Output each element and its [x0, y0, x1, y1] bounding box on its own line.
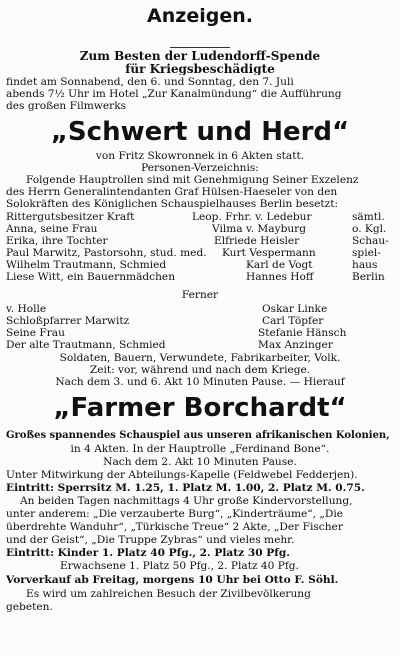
- cast-row: [6, 235, 394, 247]
- cast-role: Liese Witt, ein Bauernmädchen: [6, 271, 176, 283]
- play-line: Vorverkauf ab Freitag, morgens 10 Uhr bei Otto F. Söhl.: [6, 574, 339, 586]
- play-line: Eintritt: Kinder 1. Platz 40 Pfg., 2. Platz 30 Pfg.: [6, 547, 290, 559]
- cast-actor: Oskar Linke: [262, 303, 328, 315]
- extras: Soldaten, Bauern, Verwundete, Fabrikarbeiter, Volk.: [59, 352, 341, 364]
- cast-intro-2: des Herrn Generalintendanten Graf Hülsen-Haeseler von den: [6, 186, 338, 198]
- cast-role: Wilhelm Trautmann, Schmied: [6, 259, 167, 271]
- play-line: unter anderem: „Die verzauberte Burg“, „Kinderträume“, „Die: [6, 508, 344, 520]
- cast-row: [6, 303, 394, 315]
- cast-actor: Hannes Hoff: [246, 271, 314, 283]
- side-note: haus: [352, 259, 378, 271]
- play-line: überdrehte Wanduhr“, „Türkische Treue“ 2 Akte, „Der Fischer: [6, 521, 343, 533]
- cast-role: Der alte Trautmann, Schmied: [6, 339, 166, 351]
- film-author: von Fritz Skowronnek in 6 Akten statt.: [95, 150, 305, 162]
- cast-row: [6, 223, 394, 235]
- play-line: Nach dem 2. Akt 10 Minuten Pause.: [103, 456, 297, 468]
- side-note: Schau-: [352, 235, 389, 247]
- cast-row: [6, 259, 394, 271]
- cast-role: Erika, ihre Tochter: [6, 235, 108, 247]
- intro-line-5: des großen Filmwerks: [6, 100, 127, 112]
- intro-line-1: Zum Besten der Ludendorff-Spende: [79, 50, 321, 62]
- ferner-label: Ferner: [181, 289, 219, 301]
- cast-actor: Karl de Vogt: [246, 259, 313, 271]
- side-note: spiel-: [352, 247, 381, 259]
- cast-role: Rittergutsbesitzer Kraft: [6, 211, 135, 223]
- side-note: sämtl.: [352, 211, 385, 223]
- film-title: „Schwert und Herd“: [50, 117, 350, 147]
- cast-row: [6, 315, 394, 327]
- play-line: in 4 Akten. In der Hauptrolle „Ferdinand Bone“.: [70, 443, 330, 455]
- cast-heading: Personen-Verzeichnis:: [141, 162, 259, 174]
- play-line: Unter Mitwirkung der Abteilungs-Kapelle (Feldwebel Fedderjen).: [6, 469, 358, 481]
- cast-row: [6, 327, 394, 339]
- cast-row: [6, 271, 394, 283]
- cast-actor: Elfriede Heisler: [214, 235, 300, 247]
- cast-actor: Max Anzinger: [258, 339, 333, 351]
- heading-rule: [170, 47, 230, 48]
- cast-role: Seine Frau: [6, 327, 65, 339]
- time-note: Zeit: vor, während und nach dem Kriege.: [89, 364, 311, 376]
- cast-row: [6, 247, 394, 259]
- play-line: An beiden Tagen nachmittags 4 Uhr große Kindervorstellung,: [20, 495, 353, 507]
- play-line: und der Geist“, „Die Truppe Zybras“ und vieles mehr.: [6, 534, 295, 546]
- play-line: Es wird um zahlreichen Besuch der Zivilbevölkerung: [26, 588, 311, 600]
- cast-intro-3: Solokräften des Königlichen Schauspielhauses Berlin besetzt:: [6, 198, 339, 210]
- cast-actor: Carl Töpfer: [262, 315, 324, 327]
- side-note: Berlin: [352, 271, 385, 283]
- cast-intro-1: Folgende Hauptrollen sind mit Genehmigung Seiner Exzelenz: [26, 174, 359, 186]
- cast-actor: Vilma v. Mayburg: [212, 223, 307, 235]
- heading: Anzeigen.: [147, 5, 253, 27]
- cast-row: [6, 339, 394, 351]
- cast-role: Schloßpfarrer Marwitz: [6, 315, 130, 327]
- side-note: o. Kgl.: [352, 223, 387, 235]
- play-line: Großes spannendes Schauspiel aus unseren afrikanischen Kolonien,: [6, 430, 390, 441]
- cast-role: Anna, seine Frau: [6, 223, 98, 235]
- cast-role: Paul Marwitz, Pastorsohn, stud. med.: [6, 247, 207, 259]
- cast-actor: Leop. Frhr. v. Ledebur: [192, 211, 312, 223]
- cast-actor: Stefanie Hänsch: [258, 327, 347, 339]
- play-line: Eintritt: Sperrsitz M. 1.25, 1. Platz M. 1.00, 2. Platz M. 0.75.: [6, 482, 365, 494]
- play-title: „Farmer Borchardt“: [53, 393, 347, 423]
- intro-line-4: abends 7½ Uhr im Hotel „Zur Kanalmündung“ die Aufführung: [6, 88, 342, 100]
- cast-actor: Kurt Vespermann: [222, 247, 316, 259]
- pause-note: Nach dem 3. und 6. Akt 10 Minuten Pause. — Hierauf: [55, 376, 345, 388]
- cast-row: [6, 211, 394, 223]
- play-line: gebeten.: [6, 601, 53, 613]
- intro-line-2: für Kriegsbeschädigte: [125, 63, 275, 75]
- cast-role: v. Holle: [6, 303, 47, 315]
- intro-line-3: findet am Sonnabend, den 6. und Sonntag, den 7. Juli: [6, 76, 294, 88]
- play-line: Erwachsene 1. Platz 50 Pfg., 2. Platz 40 Pfg.: [60, 560, 299, 572]
